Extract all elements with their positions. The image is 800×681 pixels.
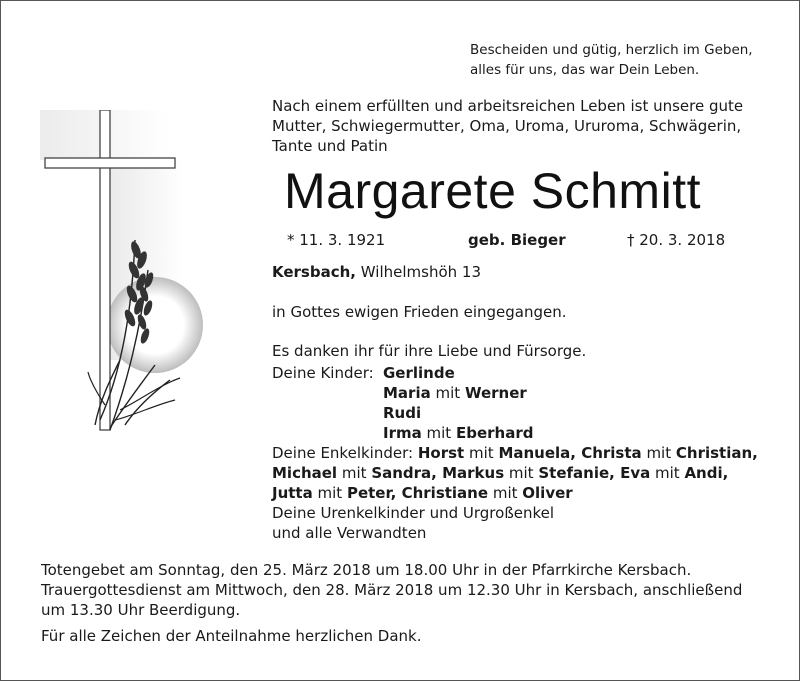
grandchildren-line: Jutta mit Peter, Christiane mit Oliver xyxy=(272,484,573,502)
intro-line-3: Tante und Patin xyxy=(272,137,388,155)
grandchildren-label: Deine Enkelkinder: xyxy=(272,444,414,462)
service-line-3: um 13.30 Uhr Beerdigung. xyxy=(41,601,241,619)
service-line-1: Totengebet am Sonntag, den 25. März 2018 um 18.00 Uhr in der Pfarrkirche Kersbach. xyxy=(41,561,692,579)
maiden-name: geb. Bieger xyxy=(468,231,566,249)
street: Wilhelmshöh 13 xyxy=(360,263,481,281)
verse-line-1: Bescheiden und gütig, herzlich im Geben, xyxy=(470,42,753,58)
town: Kersbach, xyxy=(272,263,356,281)
children-label: Deine Kinder: xyxy=(272,364,374,382)
verse-line-2: alles für uns, das war Dein Leben. xyxy=(470,61,700,78)
relatives-line-2: und alle Verwandten xyxy=(272,524,427,542)
address xyxy=(272,262,481,282)
thanks-intro: Es danken ihr für ihre Liebe und Fürsorge. xyxy=(272,342,587,360)
child-name: Maria mit Werner xyxy=(383,384,527,402)
closing-thanks: Für alle Zeichen der Anteilnahme herzlichen Dank. xyxy=(41,627,422,645)
grandchildren-line: Deine Enkelkinder: Horst mit Manuela, Christa mit Christian, xyxy=(272,444,758,462)
deceased-name: Margarete Schmitt xyxy=(284,163,701,219)
intro-line-2: Mutter, Schwiegermutter, Oma, Uroma, Ururoma, Schwägerin, xyxy=(272,117,742,135)
cross-with-wheat-icon xyxy=(40,110,210,470)
statement: in Gottes ewigen Frieden eingegangen. xyxy=(272,303,567,321)
service-line-2: Trauergottesdienst am Mittwoch, den 28. März 2018 um 12.30 Uhr in Kersbach, anschließend xyxy=(41,581,743,599)
verse xyxy=(470,41,753,80)
birth-date: * 11. 3. 1921 xyxy=(287,231,386,249)
death-date: † 20. 3. 2018 xyxy=(627,231,726,249)
child-name: Gerlinde xyxy=(383,364,455,382)
child-name: Rudi xyxy=(383,404,422,422)
relatives-line-1: Deine Urenkelkinder und Urgroßenkel xyxy=(272,504,555,522)
intro-line-1: Nach einem erfüllten und arbeitsreichen Leben ist unsere gute xyxy=(272,97,744,115)
intro-text xyxy=(272,96,743,156)
grandchildren-line: Michael mit Sandra, Markus mit Stefanie, Eva mit Andi, xyxy=(272,464,729,482)
child-name: Irma mit Eberhard xyxy=(383,424,534,442)
